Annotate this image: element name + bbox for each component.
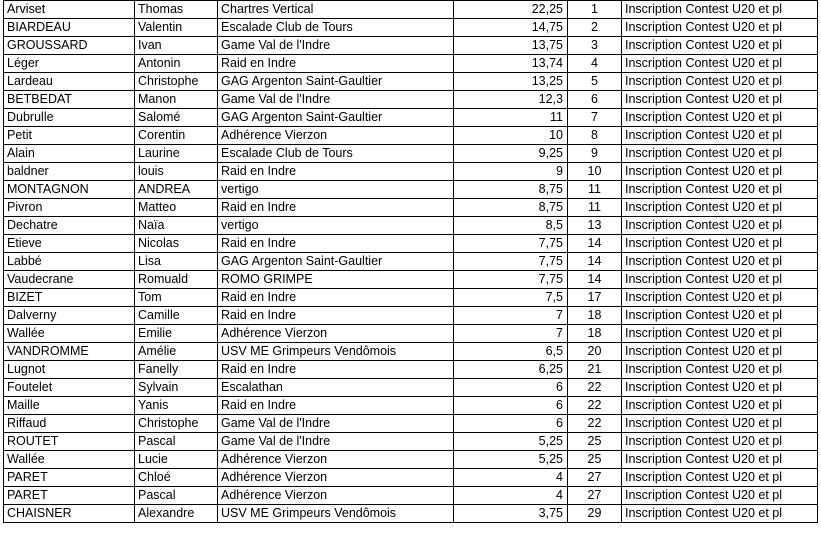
table-row[interactable] <box>4 469 818 487</box>
category-cell[interactable]: Inscription Contest U20 et pl <box>622 379 818 397</box>
first-name-cell[interactable]: Antonin <box>135 55 218 73</box>
rank-cell[interactable]: 21 <box>568 361 622 379</box>
last-name-cell[interactable]: BIZET <box>4 289 135 307</box>
table-row[interactable] <box>4 415 818 433</box>
club-cell[interactable]: Chartres Vertical <box>218 1 454 19</box>
first-name-cell[interactable]: Yanis <box>135 397 218 415</box>
first-name-cell[interactable]: ANDREA <box>135 181 218 199</box>
score-cell[interactable]: 7 <box>454 325 568 343</box>
first-name-cell[interactable]: Lucie <box>135 451 218 469</box>
table-row[interactable] <box>4 181 818 199</box>
table-row[interactable] <box>4 397 818 415</box>
category-cell[interactable]: Inscription Contest U20 et pl <box>622 433 818 451</box>
category-cell[interactable]: Inscription Contest U20 et pl <box>622 109 818 127</box>
club-cell[interactable]: Adhérence Vierzon <box>218 451 454 469</box>
category-cell[interactable]: Inscription Contest U20 et pl <box>622 37 818 55</box>
results-table-body <box>4 1 818 523</box>
last-name-cell[interactable]: Vaudecrane <box>4 271 135 289</box>
score-cell[interactable]: 8,5 <box>454 217 568 235</box>
category-cell[interactable]: Inscription Contest U20 et pl <box>622 505 818 523</box>
last-name-cell[interactable]: Léger <box>4 55 135 73</box>
score-cell[interactable]: 10 <box>454 127 568 145</box>
first-name-cell[interactable]: Romuald <box>135 271 218 289</box>
category-cell[interactable]: Inscription Contest U20 et pl <box>622 361 818 379</box>
first-name-cell[interactable]: Camille <box>135 307 218 325</box>
club-cell[interactable]: GAG Argenton Saint-Gaultier <box>218 109 454 127</box>
table-row[interactable] <box>4 307 818 325</box>
last-name-cell[interactable]: Dubrulle <box>4 109 135 127</box>
last-name-cell[interactable]: BETBEDAT <box>4 91 135 109</box>
score-cell[interactable]: 8,75 <box>454 181 568 199</box>
score-cell[interactable]: 5,25 <box>454 433 568 451</box>
rank-cell[interactable]: 3 <box>568 37 622 55</box>
table-row[interactable] <box>4 325 818 343</box>
club-cell[interactable]: Game Val de l'Indre <box>218 37 454 55</box>
last-name-cell[interactable]: Maille <box>4 397 135 415</box>
category-cell[interactable]: Inscription Contest U20 et pl <box>622 271 818 289</box>
score-cell[interactable]: 11 <box>454 109 568 127</box>
score-cell[interactable]: 4 <box>454 487 568 505</box>
first-name-cell[interactable]: Lisa <box>135 253 218 271</box>
rank-cell[interactable]: 18 <box>568 307 622 325</box>
club-cell[interactable]: Raid en Indre <box>218 397 454 415</box>
score-cell[interactable]: 6 <box>454 415 568 433</box>
table-row[interactable] <box>4 235 818 253</box>
last-name-cell[interactable]: Pivron <box>4 199 135 217</box>
rank-cell[interactable]: 5 <box>568 73 622 91</box>
rank-cell[interactable]: 4 <box>568 55 622 73</box>
first-name-cell[interactable]: Pascal <box>135 487 218 505</box>
rank-cell[interactable]: 22 <box>568 397 622 415</box>
club-cell[interactable]: ROMO GRIMPE <box>218 271 454 289</box>
table-row[interactable] <box>4 289 818 307</box>
rank-cell[interactable]: 8 <box>568 127 622 145</box>
category-cell[interactable]: Inscription Contest U20 et pl <box>622 415 818 433</box>
category-cell[interactable]: Inscription Contest U20 et pl <box>622 91 818 109</box>
rank-cell[interactable]: 10 <box>568 163 622 181</box>
score-cell[interactable]: 3,75 <box>454 505 568 523</box>
first-name-cell[interactable]: Corentin <box>135 127 218 145</box>
first-name-cell[interactable]: Valentin <box>135 19 218 37</box>
score-cell[interactable]: 9 <box>454 163 568 181</box>
score-cell[interactable]: 7,75 <box>454 253 568 271</box>
table-row[interactable] <box>4 127 818 145</box>
rank-cell[interactable]: 27 <box>568 469 622 487</box>
rank-cell[interactable]: 11 <box>568 199 622 217</box>
first-name-cell[interactable]: Laurine <box>135 145 218 163</box>
category-cell[interactable]: Inscription Contest U20 et pl <box>622 487 818 505</box>
score-cell[interactable]: 8,75 <box>454 199 568 217</box>
last-name-cell[interactable]: PARET <box>4 469 135 487</box>
first-name-cell[interactable]: Sylvain <box>135 379 218 397</box>
club-cell[interactable]: USV ME Grimpeurs Vendômois <box>218 505 454 523</box>
rank-cell[interactable]: 22 <box>568 379 622 397</box>
last-name-cell[interactable]: baldner <box>4 163 135 181</box>
last-name-cell[interactable]: Lardeau <box>4 73 135 91</box>
rank-cell[interactable]: 22 <box>568 415 622 433</box>
score-cell[interactable]: 14,75 <box>454 19 568 37</box>
last-name-cell[interactable]: Foutelet <box>4 379 135 397</box>
category-cell[interactable]: Inscription Contest U20 et pl <box>622 397 818 415</box>
first-name-cell[interactable]: Thomas <box>135 1 218 19</box>
score-cell[interactable]: 13,75 <box>454 37 568 55</box>
club-cell[interactable]: Adhérence Vierzon <box>218 469 454 487</box>
score-cell[interactable]: 7,75 <box>454 271 568 289</box>
first-name-cell[interactable]: Amélie <box>135 343 218 361</box>
last-name-cell[interactable]: Wallée <box>4 451 135 469</box>
table-row[interactable] <box>4 19 818 37</box>
club-cell[interactable]: Game Val de l'Indre <box>218 433 454 451</box>
club-cell[interactable]: vertigo <box>218 181 454 199</box>
score-cell[interactable]: 4 <box>454 469 568 487</box>
last-name-cell[interactable]: Etieve <box>4 235 135 253</box>
category-cell[interactable]: Inscription Contest U20 et pl <box>622 73 818 91</box>
last-name-cell[interactable]: ROUTET <box>4 433 135 451</box>
last-name-cell[interactable]: Riffaud <box>4 415 135 433</box>
rank-cell[interactable]: 14 <box>568 253 622 271</box>
category-cell[interactable]: Inscription Contest U20 et pl <box>622 253 818 271</box>
first-name-cell[interactable]: louis <box>135 163 218 181</box>
category-cell[interactable]: Inscription Contest U20 et pl <box>622 307 818 325</box>
last-name-cell[interactable]: BIARDEAU <box>4 19 135 37</box>
club-cell[interactable]: Raid en Indre <box>218 235 454 253</box>
club-cell[interactable]: Escalathan <box>218 379 454 397</box>
club-cell[interactable]: vertigo <box>218 217 454 235</box>
rank-cell[interactable]: 18 <box>568 325 622 343</box>
score-cell[interactable]: 13,74 <box>454 55 568 73</box>
first-name-cell[interactable]: Manon <box>135 91 218 109</box>
last-name-cell[interactable]: Arviset <box>4 1 135 19</box>
score-cell[interactable]: 6 <box>454 379 568 397</box>
table-row[interactable] <box>4 361 818 379</box>
club-cell[interactable]: GAG Argenton Saint-Gaultier <box>218 253 454 271</box>
score-cell[interactable]: 7,5 <box>454 289 568 307</box>
first-name-cell[interactable]: Fanelly <box>135 361 218 379</box>
score-cell[interactable]: 7,75 <box>454 235 568 253</box>
score-cell[interactable]: 6 <box>454 397 568 415</box>
first-name-cell[interactable]: Pascal <box>135 433 218 451</box>
table-row[interactable] <box>4 505 818 523</box>
first-name-cell[interactable]: Emilie <box>135 325 218 343</box>
club-cell[interactable]: Raid en Indre <box>218 289 454 307</box>
rank-cell[interactable]: 25 <box>568 451 622 469</box>
club-cell[interactable]: Adhérence Vierzon <box>218 487 454 505</box>
category-cell[interactable]: Inscription Contest U20 et pl <box>622 181 818 199</box>
first-name-cell[interactable]: Christophe <box>135 415 218 433</box>
category-cell[interactable]: Inscription Contest U20 et pl <box>622 289 818 307</box>
rank-cell[interactable]: 6 <box>568 91 622 109</box>
table-row[interactable] <box>4 343 818 361</box>
club-cell[interactable]: USV ME Grimpeurs Vendômois <box>218 343 454 361</box>
table-row[interactable] <box>4 109 818 127</box>
table-row[interactable] <box>4 487 818 505</box>
table-row[interactable] <box>4 163 818 181</box>
category-cell[interactable]: Inscription Contest U20 et pl <box>622 199 818 217</box>
score-cell[interactable]: 6,5 <box>454 343 568 361</box>
rank-cell[interactable]: 9 <box>568 145 622 163</box>
club-cell[interactable]: Escalade Club de Tours <box>218 145 454 163</box>
category-cell[interactable]: Inscription Contest U20 et pl <box>622 325 818 343</box>
first-name-cell[interactable]: Salomé <box>135 109 218 127</box>
last-name-cell[interactable]: GROUSSARD <box>4 37 135 55</box>
table-row[interactable] <box>4 37 818 55</box>
rank-cell[interactable]: 17 <box>568 289 622 307</box>
club-cell[interactable]: GAG Argenton Saint-Gaultier <box>218 73 454 91</box>
first-name-cell[interactable]: Matteo <box>135 199 218 217</box>
first-name-cell[interactable]: Nicolas <box>135 235 218 253</box>
table-row[interactable] <box>4 433 818 451</box>
table-row[interactable] <box>4 199 818 217</box>
last-name-cell[interactable]: CHAISNER <box>4 505 135 523</box>
table-row[interactable] <box>4 1 818 19</box>
table-row[interactable] <box>4 217 818 235</box>
score-cell[interactable]: 9,25 <box>454 145 568 163</box>
rank-cell[interactable]: 7 <box>568 109 622 127</box>
table-row[interactable] <box>4 73 818 91</box>
table-row[interactable] <box>4 91 818 109</box>
last-name-cell[interactable]: Petit <box>4 127 135 145</box>
table-row[interactable] <box>4 145 818 163</box>
results-table <box>3 0 818 523</box>
category-cell[interactable]: Inscription Contest U20 et pl <box>622 55 818 73</box>
score-cell[interactable]: 7 <box>454 307 568 325</box>
last-name-cell[interactable]: Labbé <box>4 253 135 271</box>
last-name-cell[interactable]: VANDROMME <box>4 343 135 361</box>
rank-cell[interactable]: 13 <box>568 217 622 235</box>
first-name-cell[interactable]: Naïa <box>135 217 218 235</box>
category-cell[interactable]: Inscription Contest U20 et pl <box>622 217 818 235</box>
score-cell[interactable]: 12,3 <box>454 91 568 109</box>
category-cell[interactable]: Inscription Contest U20 et pl <box>622 469 818 487</box>
score-cell[interactable]: 13,25 <box>454 73 568 91</box>
score-cell[interactable]: 5,25 <box>454 451 568 469</box>
rank-cell[interactable]: 20 <box>568 343 622 361</box>
category-cell[interactable]: Inscription Contest U20 et pl <box>622 163 818 181</box>
first-name-cell[interactable]: Christophe <box>135 73 218 91</box>
last-name-cell[interactable]: Dechatre <box>4 217 135 235</box>
rank-cell[interactable]: 29 <box>568 505 622 523</box>
category-cell[interactable]: Inscription Contest U20 et pl <box>622 1 818 19</box>
first-name-cell[interactable]: Ivan <box>135 37 218 55</box>
table-row[interactable] <box>4 271 818 289</box>
category-cell[interactable]: Inscription Contest U20 et pl <box>622 127 818 145</box>
club-cell[interactable]: Raid en Indre <box>218 199 454 217</box>
club-cell[interactable]: Game Val de l'Indre <box>218 91 454 109</box>
last-name-cell[interactable]: MONTAGNON <box>4 181 135 199</box>
table-row[interactable] <box>4 451 818 469</box>
club-cell[interactable]: Game Val de l'Indre <box>218 415 454 433</box>
rank-cell[interactable]: 14 <box>568 235 622 253</box>
table-row[interactable] <box>4 55 818 73</box>
club-cell[interactable]: Raid en Indre <box>218 307 454 325</box>
table-row[interactable] <box>4 379 818 397</box>
rank-cell[interactable]: 11 <box>568 181 622 199</box>
score-cell[interactable]: 22,25 <box>454 1 568 19</box>
club-cell[interactable]: Escalade Club de Tours <box>218 19 454 37</box>
category-cell[interactable]: Inscription Contest U20 et pl <box>622 19 818 37</box>
club-cell[interactable]: Adhérence Vierzon <box>218 127 454 145</box>
category-cell[interactable]: Inscription Contest U20 et pl <box>622 235 818 253</box>
category-cell[interactable]: Inscription Contest U20 et pl <box>622 343 818 361</box>
first-name-cell[interactable]: Alexandre <box>135 505 218 523</box>
category-cell[interactable]: Inscription Contest U20 et pl <box>622 145 818 163</box>
last-name-cell[interactable]: PARET <box>4 487 135 505</box>
rank-cell[interactable]: 14 <box>568 271 622 289</box>
last-name-cell[interactable]: Alain <box>4 145 135 163</box>
rank-cell[interactable]: 27 <box>568 487 622 505</box>
score-cell[interactable]: 6,25 <box>454 361 568 379</box>
first-name-cell[interactable]: Chloé <box>135 469 218 487</box>
club-cell[interactable]: Raid en Indre <box>218 361 454 379</box>
rank-cell[interactable]: 1 <box>568 1 622 19</box>
club-cell[interactable]: Adhérence Vierzon <box>218 325 454 343</box>
last-name-cell[interactable]: Wallée <box>4 325 135 343</box>
category-cell[interactable]: Inscription Contest U20 et pl <box>622 451 818 469</box>
table-row[interactable] <box>4 253 818 271</box>
last-name-cell[interactable]: Dalverny <box>4 307 135 325</box>
club-cell[interactable]: Raid en Indre <box>218 55 454 73</box>
club-cell[interactable]: Raid en Indre <box>218 163 454 181</box>
rank-cell[interactable]: 25 <box>568 433 622 451</box>
rank-cell[interactable]: 2 <box>568 19 622 37</box>
first-name-cell[interactable]: Tom <box>135 289 218 307</box>
last-name-cell[interactable]: Lugnot <box>4 361 135 379</box>
